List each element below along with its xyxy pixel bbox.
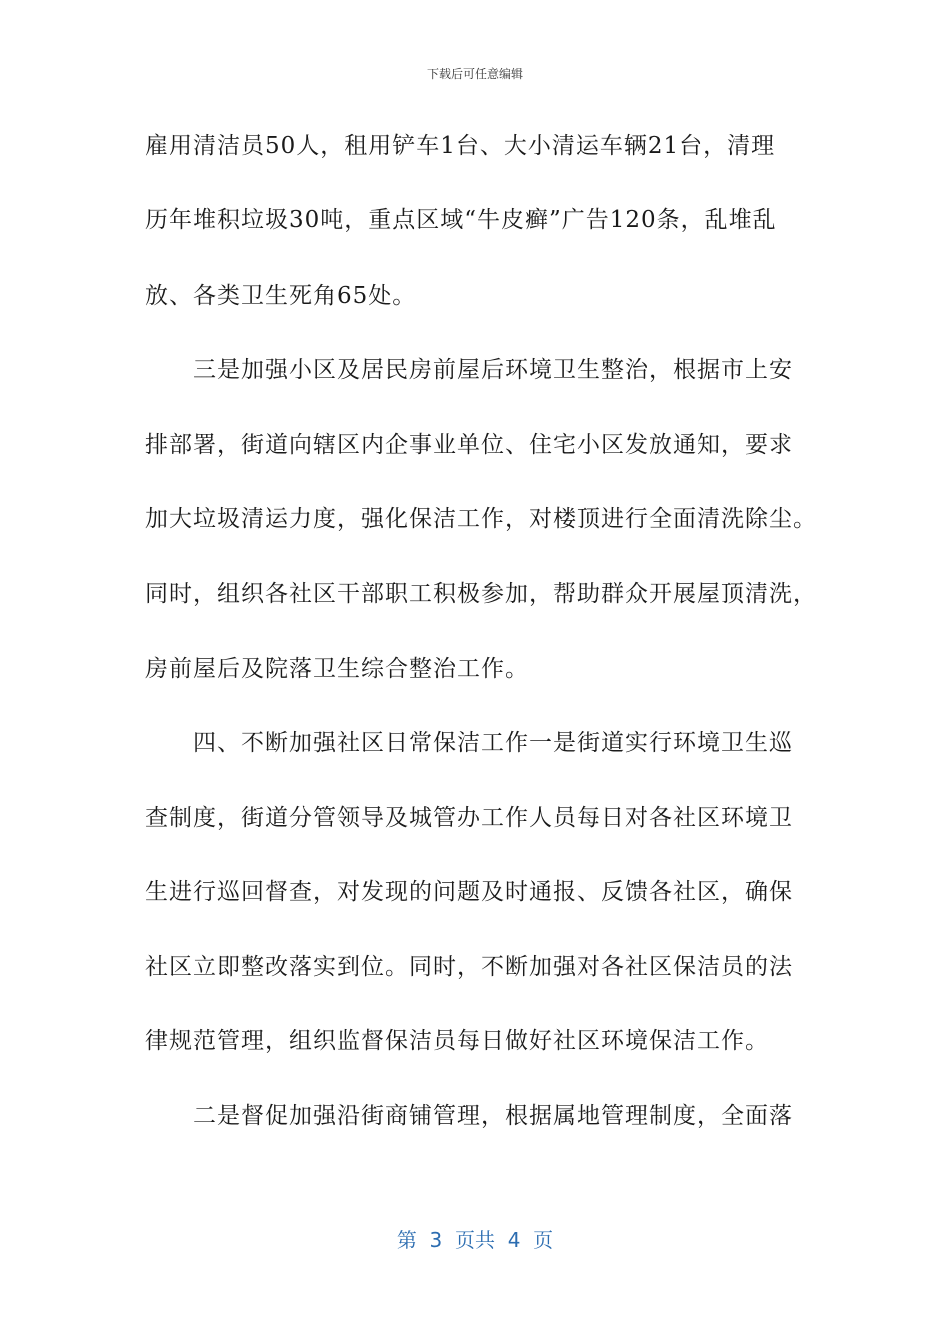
body-line-5: 排部署，街道向辖区内企事业单位、住宅小区发放通知，要求	[145, 432, 793, 458]
body-line-4: 三是加强小区及居民房前屋后环境卫生整治，根据市上安	[193, 357, 793, 383]
body-line-11: 生进行巡回督查，对发现的问题及时通报、反馈各社区，确保	[145, 879, 793, 905]
body-line-3: 放、各类卫生死角65处。	[145, 283, 417, 309]
body-line-10: 查制度，街道分管领导及城管办工作人员每日对各社区环境卫	[145, 805, 793, 831]
body-line-6: 加大垃圾清运力度，强化保洁工作，对楼顶进行全面清洗除尘。	[145, 506, 817, 532]
body-line-14: 二是督促加强沿街商铺管理，根据属地管理制度，全面落	[193, 1103, 793, 1129]
body-line-1: 雇用清洁员50人，租用铲车1台、大小清运车辆21台，清理	[145, 133, 776, 159]
body-line-7: 同时，组织各社区干部职工积极参加，帮助群众开展屋顶清洗，	[145, 581, 817, 607]
page-number-footer: 第 3 页共 4 页	[396, 1228, 554, 1252]
body-line-2: 历年堆积垃圾30吨，重点区域“牛皮癣”广告120条，乱堆乱	[145, 207, 777, 233]
body-line-12: 社区立即整改落实到位。同时，不断加强对各社区保洁员的法	[145, 954, 793, 980]
body-line-13: 律规范管理，组织监督保洁员每日做好社区环境保洁工作。	[145, 1028, 769, 1054]
page-header-note: 下载后可任意编辑	[426, 67, 523, 81]
body-line-8: 房前屋后及院落卫生综合整治工作。	[145, 656, 529, 682]
body-line-9: 四、不断加强社区日常保洁工作一是街道实行环境卫生巡	[193, 730, 793, 756]
